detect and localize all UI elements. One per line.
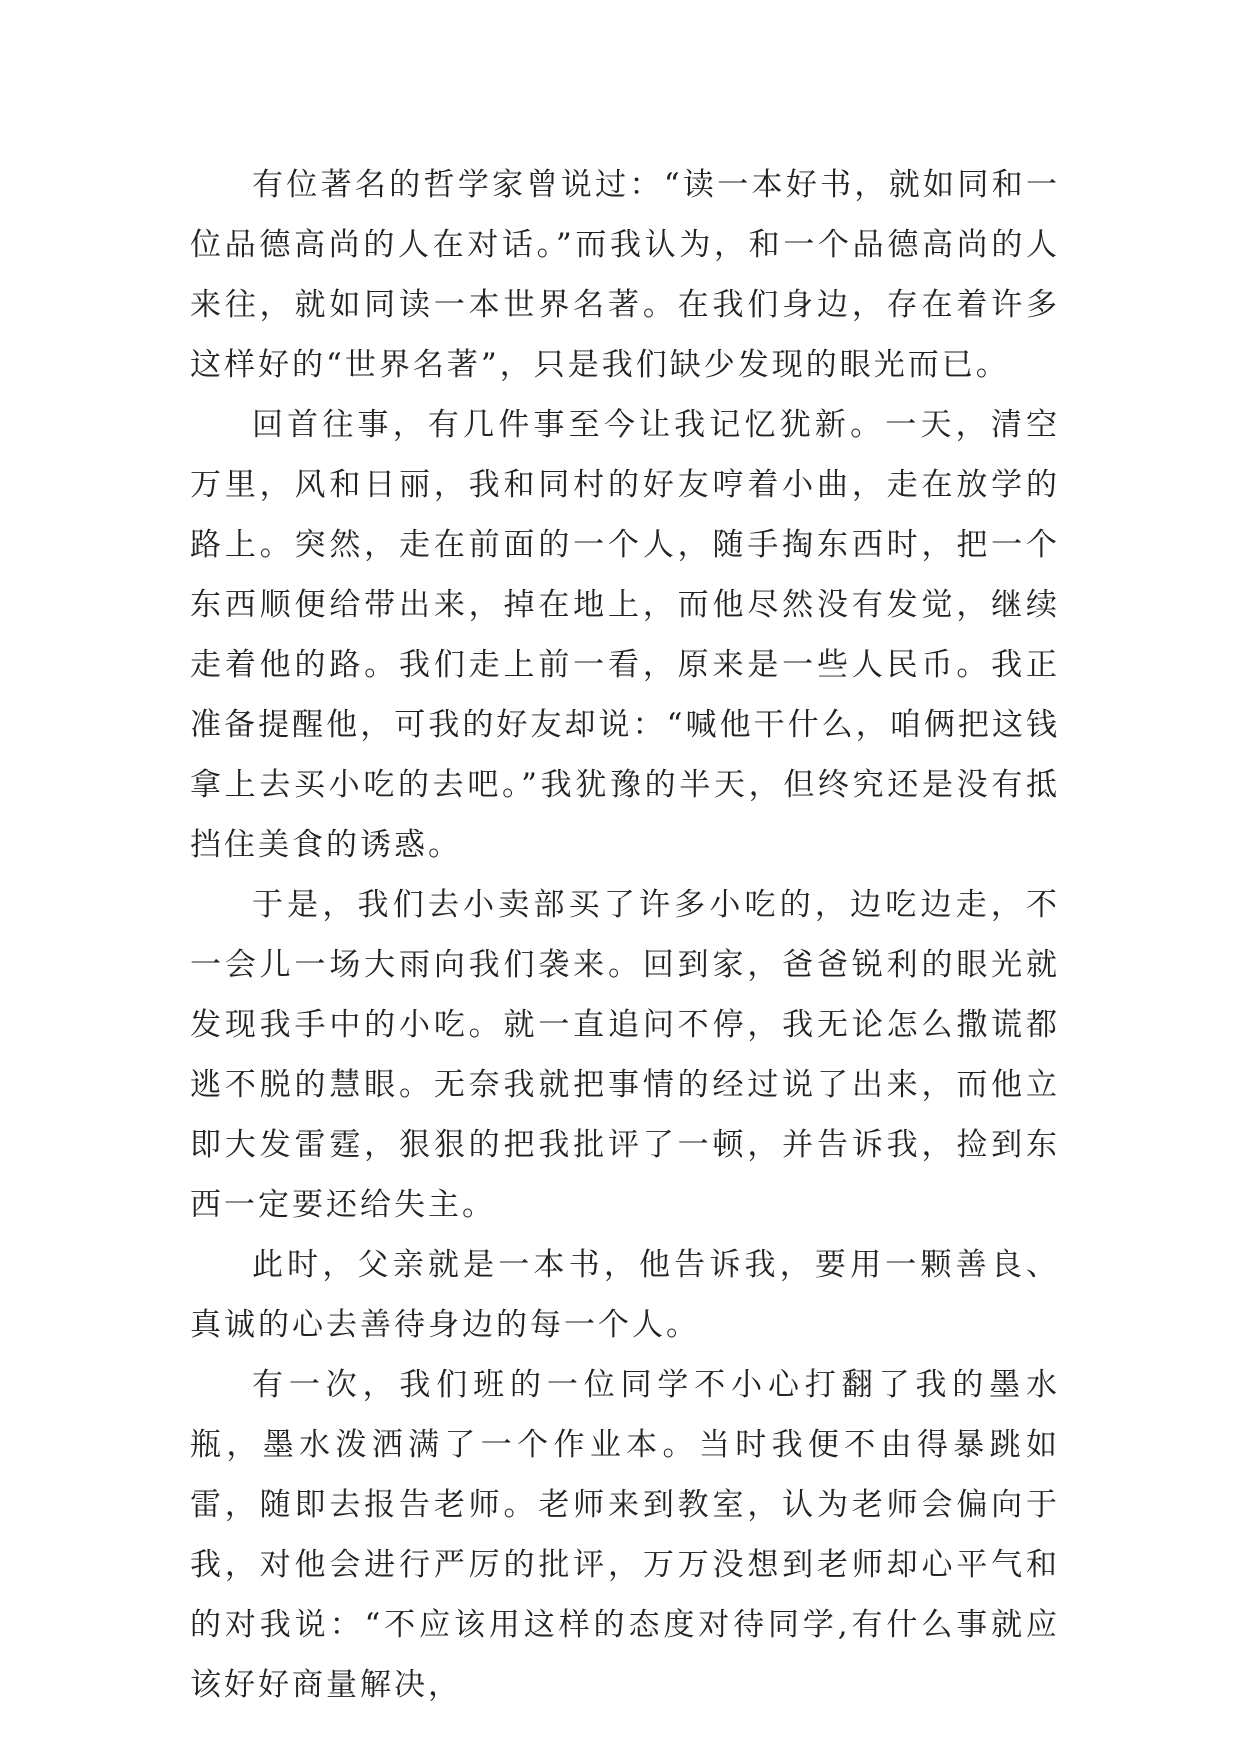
paragraph-3: 于是，我们去小卖部买了许多小吃的，边吃边走，不一会儿一场大雨向我们袭来。回到家，爸爸锐利的眼光就发现我手中的小吃。就一直追问不停，我无论怎么撒谎都逃不脱的慧眼。无奈我就把事情的经过说了出来，而他立即大发雷霆，狠狠的把我批评了一顿，并告诉我，捡到东西一定要还给失主。 [190, 887, 1060, 1223]
paragraph-4: 此时，父亲就是一本书，他告诉我，要用一颗善良、真诚的心去善待身边的每一个人。 [190, 1247, 1060, 1343]
paragraph-5: 有一次，我们班的一位同学不小心打翻了我的墨水瓶，墨水泼洒满了一个作业本。当时我便不由得暴跳如雷，随即去报告老师。老师来到教室，认为老师会偏向于我，对他会进行严厉的批评，万万没想到老师却心平气和的对我说：“不应该用这样的态度对待同学,有什么事就应该好好商量解决， [190, 1367, 1060, 1703]
document-body [190, 155, 1060, 1715]
paragraph-2: 回首往事，有几件事至今让我记忆犹新。一天，清空万里，风和日丽，我和同村的好友哼着小曲，走在放学的路上。突然，走在前面的一个人，随手掏东西时，把一个东西顺便给带出来，掉在地上，而他尽然没有发觉，继续走着他的路。我们走上前一看，原来是一些人民币。我正准备提醒他，可我的好友却说：“喊他干什么，咱俩把这钱拿上去买小吃的去吧。”我犹豫的半天，但终究还是没有抵挡住美食的诱惑。 [190, 407, 1060, 863]
paragraph-1: 有位著名的哲学家曾说过：“读一本好书，就如同和一位品德高尚的人在对话。”而我认为，和一个品德高尚的人来往，就如同读一本世界名著。在我们身边，存在着许多这样好的“世界名著”，只是我们缺少发现的眼光而已。 [190, 167, 1060, 383]
